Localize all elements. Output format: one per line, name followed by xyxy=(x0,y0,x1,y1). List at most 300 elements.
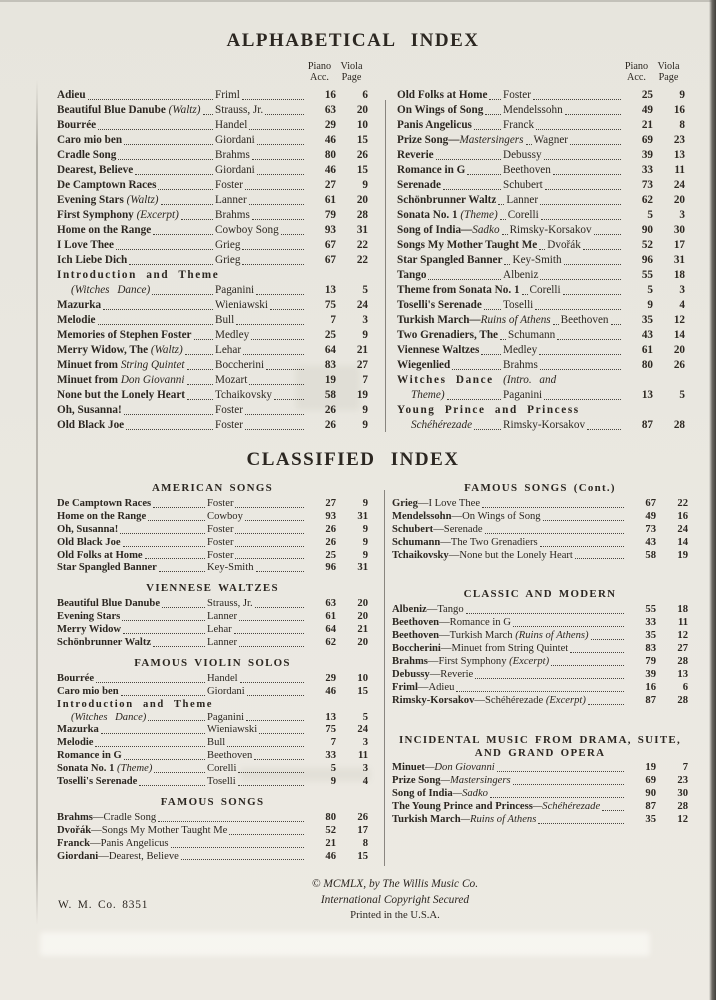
composer-cell xyxy=(215,253,306,268)
viola-page-number: 11 xyxy=(677,617,688,629)
title-cell xyxy=(57,373,215,388)
title-text: Beethoven xyxy=(392,617,440,629)
index-section xyxy=(392,734,688,827)
index-entry xyxy=(392,762,688,775)
title-cell xyxy=(397,223,510,238)
index-entry xyxy=(57,313,368,328)
title-text-roman: —The Two Grenadiers xyxy=(440,536,538,548)
dot-leader xyxy=(238,771,304,773)
composer-name: Corelli xyxy=(207,763,237,775)
title-text: Friml xyxy=(392,681,418,693)
dot-leader xyxy=(611,323,622,325)
title-text: Adieu xyxy=(57,88,86,101)
piano-acc-page-number: 25 xyxy=(324,328,336,341)
dot-leader xyxy=(242,248,304,250)
viola-page-number: 22 xyxy=(677,497,688,509)
dot-leader xyxy=(154,771,205,773)
dot-leader xyxy=(242,98,304,100)
index-entry xyxy=(397,208,685,223)
title-text-roman: —Cradle Song xyxy=(92,811,157,823)
title-text: Turkish March xyxy=(392,814,461,826)
title-text: Songs My Mother Taught Me xyxy=(397,238,538,251)
piano-acc-page-number: 49 xyxy=(641,103,653,116)
index-entry xyxy=(57,223,368,238)
dot-leader xyxy=(587,428,621,430)
dot-leader xyxy=(139,784,205,786)
dot-leader xyxy=(588,703,624,705)
alphabetical-right-column xyxy=(397,62,685,433)
subtitle-italic: (Witches Dance) xyxy=(71,283,151,296)
entry-line xyxy=(57,418,368,433)
composer-cell xyxy=(207,511,306,524)
piano-acc-page-number: 19 xyxy=(645,762,656,774)
entry-line xyxy=(397,223,685,238)
viola-page-number: 26 xyxy=(356,148,368,161)
title-text: Beautiful Blue Danube xyxy=(57,598,161,610)
dot-leader xyxy=(551,664,624,666)
piano-acc-page-number: 73 xyxy=(645,523,656,535)
piano-acc-page-number: 87 xyxy=(645,801,656,813)
dot-leader xyxy=(540,278,621,280)
title-text: Debussy xyxy=(392,668,430,680)
dot-leader xyxy=(575,557,624,559)
title-text: Song of India— xyxy=(397,223,473,236)
title-text-italic: —Don Giovanni xyxy=(424,762,495,774)
viola-page-number: 30 xyxy=(673,223,685,236)
piano-acc-page-number: 5 xyxy=(647,283,653,296)
title-cell xyxy=(57,298,215,313)
composer-cell xyxy=(215,133,306,148)
dot-leader xyxy=(152,293,213,295)
index-section xyxy=(57,796,368,864)
dot-leader xyxy=(98,323,213,325)
composer-name: Toselli xyxy=(207,776,236,788)
title-text: Boccherini xyxy=(392,643,441,655)
composer-cell xyxy=(207,724,306,737)
title-text: Mazurka xyxy=(57,724,99,736)
composer-cell xyxy=(207,637,306,650)
title-cell xyxy=(57,133,215,148)
piano-acc-page-number: 33 xyxy=(641,163,653,176)
piano-acc-page-number: 16 xyxy=(324,88,336,101)
title-cell xyxy=(397,253,512,268)
dot-leader xyxy=(187,398,213,400)
index-entry xyxy=(392,550,688,563)
piano-acc-page-number: 25 xyxy=(325,549,336,561)
index-section xyxy=(392,588,688,707)
entry-line xyxy=(57,686,368,699)
title-cell xyxy=(57,562,207,575)
dot-leader xyxy=(181,858,304,860)
title-cell xyxy=(57,776,207,789)
index-entry xyxy=(392,617,688,630)
title-text: The Young Prince and Princess xyxy=(392,801,533,813)
entry-line xyxy=(397,328,685,343)
dot-leader xyxy=(602,809,624,811)
dot-leader xyxy=(234,632,304,634)
piano-acc-page-number: 96 xyxy=(325,562,336,574)
dot-leader xyxy=(162,606,205,608)
dot-leader xyxy=(153,506,205,508)
viola-page-number: 9 xyxy=(362,549,368,561)
composer-cell xyxy=(207,562,306,575)
composer-cell xyxy=(508,328,623,343)
entry-line-2 xyxy=(397,388,685,403)
dot-leader xyxy=(490,796,624,798)
composer-name: Handel xyxy=(215,118,248,131)
entry-line xyxy=(57,838,368,851)
title-cell xyxy=(57,313,215,328)
dot-leader xyxy=(252,158,304,160)
section-heading: VIENNESE WALTZES xyxy=(146,582,279,595)
dot-leader xyxy=(498,203,504,205)
title-cell xyxy=(57,193,215,208)
dot-leader xyxy=(101,732,205,734)
composer-cell xyxy=(207,524,306,537)
dot-leader xyxy=(254,758,304,760)
title-text-italic: (Waltz) xyxy=(126,193,159,206)
viola-page-number: 27 xyxy=(356,358,368,371)
dot-leader xyxy=(245,413,304,415)
column-divider xyxy=(384,490,385,866)
title-cell xyxy=(397,193,506,208)
entry-line xyxy=(397,148,685,163)
title-text-italic: (Waltz) xyxy=(168,103,201,116)
title-cell xyxy=(57,403,215,418)
piano-acc-page-number: 19 xyxy=(324,373,336,386)
viola-page-number: 15 xyxy=(356,163,368,176)
composer-cell xyxy=(510,223,623,238)
dot-leader xyxy=(187,383,213,385)
composer-cell xyxy=(503,163,623,178)
dot-leader xyxy=(447,398,501,400)
composer-name: Grieg xyxy=(215,238,241,251)
viola-page-number: 9 xyxy=(362,497,368,509)
viola-page-number: 10 xyxy=(357,672,368,684)
dot-leader xyxy=(153,645,205,647)
index-entry xyxy=(57,673,368,686)
composer-cell xyxy=(207,750,306,763)
index-entry xyxy=(397,223,685,238)
piano-acc-page-number: 61 xyxy=(325,611,336,623)
title-cell xyxy=(57,238,215,253)
entry-line xyxy=(392,682,688,695)
composer-cell xyxy=(215,403,306,418)
dot-leader xyxy=(270,308,304,310)
title-text: Star Spangled Banner xyxy=(397,253,503,266)
composer-name: Corelli xyxy=(507,208,539,221)
dot-leader xyxy=(124,143,213,145)
title-text: Caro mio ben xyxy=(57,685,119,697)
title-cell xyxy=(392,537,626,550)
viola-page-number: 26 xyxy=(357,811,368,823)
page-top-edge xyxy=(0,0,716,2)
title-text: Memories of Stephen Foster xyxy=(57,328,192,341)
title-cell xyxy=(397,88,503,103)
dot-leader xyxy=(591,638,624,640)
composer-name: Foster xyxy=(207,536,234,548)
dot-leader xyxy=(135,173,213,175)
title-cell xyxy=(57,737,207,750)
title-text: Melodie xyxy=(57,313,96,326)
composer-cell xyxy=(215,418,306,433)
entry-line xyxy=(397,208,685,223)
entry-line xyxy=(397,238,685,253)
title-text: Oh, Susanna! xyxy=(57,523,119,535)
entry-line xyxy=(57,812,368,825)
index-section xyxy=(57,482,368,575)
entry-line xyxy=(57,562,368,575)
composer-name: Giordani xyxy=(215,133,255,146)
entry-line xyxy=(57,776,368,789)
title-cell xyxy=(57,328,215,343)
index-entry xyxy=(57,737,368,750)
entry-line xyxy=(57,313,368,328)
entry-line xyxy=(57,763,368,776)
title-cell xyxy=(57,511,207,524)
index-entry xyxy=(392,656,688,669)
piano-acc-page-number: 62 xyxy=(641,193,653,206)
classified-left-column xyxy=(57,482,368,863)
index-entry xyxy=(57,88,368,103)
dot-leader xyxy=(118,158,213,160)
title-cell xyxy=(57,388,215,403)
title-cell xyxy=(392,550,626,563)
dot-leader xyxy=(235,557,304,559)
title-cell xyxy=(57,418,215,433)
title-text-roman: —Romance in G xyxy=(439,617,511,629)
index-section xyxy=(57,582,368,650)
composer-name: Foster xyxy=(215,178,243,191)
composer-name: Cowboy xyxy=(207,510,243,522)
section-heading: FAMOUS SONGS (Cont.) xyxy=(464,482,616,494)
title-text: Evening Stars xyxy=(57,193,127,206)
title-text: Toselli's Serenade xyxy=(397,298,482,311)
index-entry xyxy=(57,253,368,268)
column-headers xyxy=(57,62,368,84)
entry-line xyxy=(397,103,685,118)
viola-page-number: 23 xyxy=(677,775,688,787)
subtitle-italic: Theme) xyxy=(411,388,445,401)
dot-leader xyxy=(504,263,510,265)
dot-leader xyxy=(245,519,304,521)
title-text: Ich Liebe Dich xyxy=(57,253,128,266)
viola-page-number: 5 xyxy=(362,711,368,723)
viola-page-number: 19 xyxy=(677,549,688,561)
dot-leader xyxy=(123,632,205,634)
piano-acc-page-number: 83 xyxy=(645,643,656,655)
title-text-roman: —I Love Thee xyxy=(417,497,481,509)
index-entry xyxy=(397,118,685,133)
entry-line xyxy=(57,223,368,238)
piano-acc-page-number: 52 xyxy=(325,824,336,836)
entry-line xyxy=(392,604,688,617)
index-entry xyxy=(57,208,368,223)
composer-cell xyxy=(503,178,623,193)
composer-name: Beethoven xyxy=(560,313,609,326)
composer-name: Wieniawski xyxy=(207,724,258,736)
entry-line xyxy=(57,118,368,133)
piano-acc-page-number: 13 xyxy=(324,283,336,296)
dot-leader xyxy=(239,619,304,621)
piano-acc-page-number: 52 xyxy=(641,238,653,251)
dot-leader xyxy=(570,143,621,145)
viola-page-number: 8 xyxy=(362,837,368,849)
composer-name: Debussy xyxy=(503,148,542,161)
title-cell xyxy=(57,686,207,699)
piano-acc-page-number: 21 xyxy=(641,118,653,131)
title-cell xyxy=(392,775,626,788)
dot-leader xyxy=(129,263,213,265)
viola-page-number: 28 xyxy=(677,655,688,667)
dot-leader xyxy=(246,719,304,721)
entry-line xyxy=(57,298,368,313)
title-cell xyxy=(57,358,215,373)
entry-line xyxy=(397,343,685,358)
entry-line xyxy=(57,550,368,563)
title-cell xyxy=(392,630,626,643)
piano-header-line1: Piano xyxy=(307,61,332,72)
index-entry xyxy=(397,193,685,208)
piano-acc-page-number: 73 xyxy=(641,178,653,191)
title-text-italic: —Mastersingers xyxy=(440,775,511,787)
title-text: Franck xyxy=(57,837,90,849)
dot-leader xyxy=(500,338,506,340)
dot-leader xyxy=(522,293,528,295)
title-cell xyxy=(57,750,207,763)
index-entry xyxy=(392,537,688,550)
composer-name: Medley xyxy=(503,343,538,356)
composer-cell xyxy=(215,163,306,178)
piano-acc-page-number: 61 xyxy=(324,193,336,206)
dot-leader xyxy=(502,233,508,235)
dot-leader xyxy=(565,113,621,115)
title-cell xyxy=(57,724,207,737)
piano-acc-page-number: 26 xyxy=(325,523,336,535)
title-text-italic: (Excerpt) xyxy=(545,694,586,706)
dot-leader xyxy=(570,651,624,653)
entry-line xyxy=(57,178,368,193)
title-text: Melodie xyxy=(57,737,94,749)
title-cell xyxy=(392,656,626,669)
composer-name: Corelli xyxy=(529,283,561,296)
title-cell xyxy=(397,178,503,193)
viola-page-number: 6 xyxy=(362,88,368,101)
composer-cell xyxy=(215,118,306,133)
dot-leader xyxy=(489,98,501,100)
composer-cell xyxy=(530,283,623,298)
index-entry xyxy=(392,695,688,708)
composer-cell xyxy=(215,358,306,373)
piano-acc-page-number: 25 xyxy=(641,88,653,101)
dot-leader xyxy=(256,293,304,295)
viola-page-number: 7 xyxy=(362,373,368,386)
index-entry xyxy=(392,524,688,537)
index-entry xyxy=(397,133,685,148)
composer-cell xyxy=(215,343,306,358)
piano-acc-page-number: 62 xyxy=(325,636,336,648)
entry-line xyxy=(57,511,368,524)
index-section xyxy=(57,657,368,789)
piano-acc-page-number: 69 xyxy=(641,133,653,146)
index-entry xyxy=(397,238,685,253)
index-entry xyxy=(57,524,368,537)
index-entry xyxy=(57,343,368,358)
title-text: None but the Lonely Heart xyxy=(57,388,186,401)
title-text: Witches Dance xyxy=(397,373,504,386)
piano-acc-page-number: 46 xyxy=(324,133,336,146)
dot-leader xyxy=(122,619,205,621)
entry-line xyxy=(57,148,368,163)
viola-page-number: 9 xyxy=(362,418,368,431)
index-entry xyxy=(57,373,368,388)
viola-page-number: 24 xyxy=(673,178,685,191)
viola-page-number: 12 xyxy=(677,630,688,642)
entry-line xyxy=(57,268,368,283)
title-cell xyxy=(57,550,207,563)
dot-leader xyxy=(194,338,213,340)
title-text: Old Black Joe xyxy=(57,418,125,431)
title-cell xyxy=(397,118,503,133)
title-text: Beethoven xyxy=(392,630,440,642)
viola-page-number: 20 xyxy=(673,343,685,356)
dot-leader xyxy=(513,625,624,627)
composer-name: Medley xyxy=(215,328,250,341)
index-entry xyxy=(57,537,368,550)
dot-leader xyxy=(116,248,213,250)
entry-line xyxy=(57,253,368,268)
entry-line xyxy=(397,253,685,268)
entry-line xyxy=(392,762,688,775)
title-cell xyxy=(57,673,207,686)
plate-number: W. M. Co. 8351 xyxy=(58,899,149,911)
viola-page-number: 3 xyxy=(362,763,368,775)
viola-page-number: 24 xyxy=(356,298,368,311)
dot-leader xyxy=(539,353,621,355)
title-cell xyxy=(57,208,215,223)
index-entry xyxy=(397,283,685,298)
viola-page-number: 21 xyxy=(357,624,368,636)
title-cell xyxy=(57,163,215,178)
piano-acc-page-number: 64 xyxy=(324,343,336,356)
title-text: Old Folks at Home xyxy=(57,549,143,561)
viola-page-number: 3 xyxy=(362,737,368,749)
dot-leader xyxy=(281,233,304,235)
dot-leader xyxy=(121,694,205,696)
dot-leader xyxy=(513,783,624,785)
composer-cell xyxy=(503,118,623,133)
title-text: Rimsky-Korsakov xyxy=(392,694,475,706)
title-text: Schönbrunner Waltz xyxy=(57,636,152,648)
title-cell xyxy=(397,343,503,358)
piano-acc-page-number: 69 xyxy=(645,775,656,787)
composer-cell xyxy=(503,103,623,118)
entry-line xyxy=(57,358,368,373)
piano-acc-page-number: 46 xyxy=(325,850,336,862)
viola-page-number: 20 xyxy=(356,193,368,206)
title-text: Bourrée xyxy=(57,672,95,684)
title-cell xyxy=(57,498,207,511)
title-text: Star Spangled Banner xyxy=(57,562,157,574)
piano-acc-page-number: 46 xyxy=(325,685,336,697)
dot-leader xyxy=(484,308,501,310)
piano-acc-page-number: 80 xyxy=(641,358,653,371)
dot-leader xyxy=(500,218,506,220)
dot-leader xyxy=(124,758,205,760)
dot-leader xyxy=(148,519,205,521)
viola-page-number: 16 xyxy=(677,510,688,522)
viola-page-number: 9 xyxy=(679,88,685,101)
